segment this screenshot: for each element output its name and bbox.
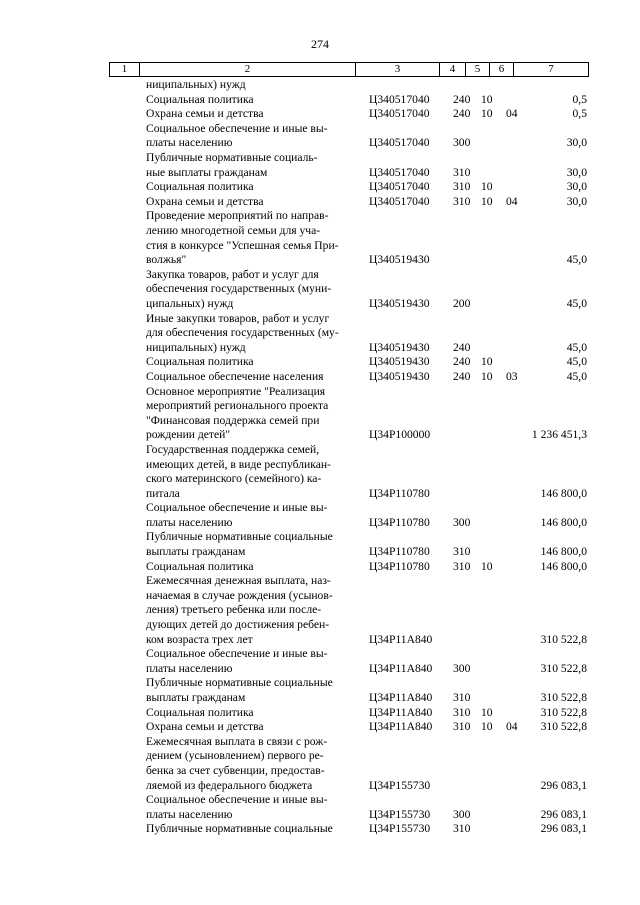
description-line: Публичные нормативные социальные — [146, 822, 333, 836]
table-row — [0, 268, 640, 312]
table-row — [0, 560, 640, 575]
table-row — [0, 93, 640, 108]
row-target-code: Ц340517040 — [369, 180, 430, 194]
description-line: рождении детей" — [146, 428, 231, 442]
row-expense-type: 310 — [453, 165, 471, 179]
row-target-code: Ц340519430 — [369, 340, 430, 354]
row-description — [146, 560, 354, 575]
row-amount: 30,0 — [566, 180, 587, 194]
row-description — [146, 268, 354, 312]
row-target-code: Ц340517040 — [369, 165, 430, 179]
description-line: начаемая в случае рождения (усынов- — [146, 588, 333, 602]
row-description — [146, 93, 354, 108]
table-row — [0, 443, 640, 501]
row-amount: 146 800,0 — [540, 515, 587, 529]
row-amount: 310 522,8 — [540, 691, 587, 705]
column-header-2: 2 — [140, 63, 356, 77]
row-target-code: Ц340517040 — [369, 194, 430, 208]
description-line: Публичные нормативные социальные — [146, 676, 333, 690]
column-header-7: 7 — [514, 63, 589, 77]
description-line: лению многодетной семьи для уча- — [146, 223, 321, 237]
row-expense-type: 240 — [453, 340, 471, 354]
table-row — [0, 151, 640, 180]
description-line: платы населению — [146, 807, 233, 821]
row-description — [146, 180, 354, 195]
row-amount: 310 522,8 — [540, 720, 587, 734]
description-line: Публичные нормативные социаль- — [146, 150, 318, 164]
row-amount: 45,0 — [566, 369, 587, 383]
row-expense-type: 310 — [453, 194, 471, 208]
row-section: 10 — [481, 107, 493, 121]
row-description — [146, 530, 354, 559]
description-line: выплаты гражданам — [146, 691, 246, 705]
row-section: 10 — [481, 720, 493, 734]
description-line: дующих детей до достижения ребен- — [146, 618, 330, 632]
table-row — [0, 355, 640, 370]
column-header-5: 5 — [466, 63, 490, 77]
row-expense-type: 310 — [453, 559, 471, 573]
row-target-code: Ц340519430 — [369, 253, 430, 267]
row-target-code: Ц340517040 — [369, 107, 430, 121]
row-amount: 296 083,1 — [540, 778, 587, 792]
row-amount: 0,5 — [572, 92, 587, 106]
row-description — [146, 195, 354, 210]
row-target-code: Ц34Р110780 — [369, 486, 430, 500]
row-description — [146, 107, 354, 122]
row-target-code: Ц34Р100000 — [369, 428, 431, 442]
description-line: платы населению — [146, 515, 233, 529]
row-expense-type: 310 — [453, 720, 471, 734]
row-description — [146, 574, 354, 647]
description-line: Публичные нормативные социальные — [146, 530, 333, 544]
row-description — [146, 312, 354, 356]
column-header-3: 3 — [356, 63, 440, 77]
row-description — [146, 122, 354, 151]
budget-table-body — [0, 78, 640, 837]
row-target-code: Ц34Р11А840 — [369, 720, 433, 734]
description-line: для обеспечения государственных (му- — [146, 326, 339, 340]
row-expense-type: 240 — [453, 369, 471, 383]
table-row — [0, 370, 640, 385]
description-line: Иные закупки товаров, работ и услуг — [146, 311, 330, 325]
description-line: платы населению — [146, 661, 233, 675]
row-expense-type: 310 — [453, 822, 471, 836]
row-amount: 45,0 — [566, 355, 587, 369]
row-target-code: Ц34Р110780 — [369, 545, 430, 559]
table-row — [0, 735, 640, 793]
row-description — [146, 78, 354, 93]
row-expense-type: 300 — [453, 136, 471, 150]
table-row — [0, 822, 640, 837]
row-description — [146, 370, 354, 385]
row-expense-type: 310 — [453, 180, 471, 194]
description-line: Социальная политика — [146, 559, 254, 573]
row-description — [146, 443, 354, 501]
row-description — [146, 735, 354, 793]
row-amount: 30,0 — [566, 194, 587, 208]
row-section: 10 — [481, 194, 493, 208]
row-expense-type: 240 — [453, 355, 471, 369]
description-line: питала — [146, 486, 180, 500]
table-row — [0, 793, 640, 822]
row-description — [146, 822, 354, 837]
row-target-code: Ц34Р11А840 — [369, 661, 433, 675]
row-amount: 296 083,1 — [540, 807, 587, 821]
description-line: Ежемесячная выплата в связи с рож- — [146, 734, 328, 748]
description-line: Социальная политика — [146, 92, 254, 106]
description-line: Ежемесячная денежная выплата, наз- — [146, 574, 331, 588]
row-amount: 30,0 — [566, 165, 587, 179]
description-line: Социальная политика — [146, 180, 254, 194]
row-section: 10 — [481, 92, 493, 106]
description-line: ниципальных) нужд — [146, 78, 246, 91]
table-row — [0, 385, 640, 443]
description-line: Охрана семьи и детства — [146, 107, 264, 121]
description-line: Закупка товаров, работ и услуг для — [146, 267, 319, 281]
description-line: Проведение мероприятий по направ- — [146, 209, 329, 223]
row-section: 10 — [481, 355, 493, 369]
description-line: Социальная политика — [146, 355, 254, 369]
column-header-6: 6 — [490, 63, 514, 77]
row-amount: 0,5 — [572, 107, 587, 121]
row-amount: 296 083,1 — [540, 822, 587, 836]
description-line: Социальное обеспечение и иные вы- — [146, 793, 328, 807]
row-target-code: Ц34Р110780 — [369, 559, 430, 573]
table-row — [0, 312, 640, 356]
row-target-code: Ц340519430 — [369, 369, 430, 383]
row-expense-type: 240 — [453, 92, 471, 106]
row-description — [146, 355, 354, 370]
description-line: Охрана семьи и детства — [146, 720, 264, 734]
description-line: дением (усыновлением) первого ре- — [146, 749, 324, 763]
description-line: ком возраста трех лет — [146, 632, 253, 646]
description-line: Государственная поддержка семей, — [146, 442, 320, 456]
row-section: 10 — [481, 705, 493, 719]
description-line: Социальное обеспечение населения — [146, 369, 324, 383]
row-target-code: Ц340519430 — [369, 296, 430, 310]
description-line: выплаты гражданам — [146, 545, 246, 559]
description-line: "Финансовая поддержка семей при — [146, 413, 320, 427]
row-expense-type: 200 — [453, 296, 471, 310]
row-amount: 146 800,0 — [540, 545, 587, 559]
description-line: ления) третьего ребенка или после- — [146, 603, 322, 617]
description-line: ципальных) нужд — [146, 296, 234, 310]
row-amount: 45,0 — [566, 340, 587, 354]
page-number: 274 — [311, 37, 329, 51]
row-description — [146, 793, 354, 822]
table-row — [0, 195, 640, 210]
row-description — [146, 676, 354, 705]
column-header-1: 1 — [110, 63, 140, 77]
row-description — [146, 706, 354, 721]
table-row — [0, 209, 640, 267]
row-expense-type: 300 — [453, 661, 471, 675]
row-amount: 30,0 — [566, 136, 587, 150]
description-line: волжья" — [146, 253, 187, 267]
description-line: бенка за счет субвенции, предостав- — [146, 764, 325, 778]
description-line: ляемой из федерального бюджета — [146, 778, 313, 792]
description-line: Охрана семьи и детства — [146, 194, 264, 208]
description-line: Социальное обеспечение и иные вы- — [146, 501, 328, 515]
table-row — [0, 501, 640, 530]
row-target-code: Ц34Р110780 — [369, 515, 430, 529]
description-line: платы населению — [146, 136, 233, 150]
table-row — [0, 78, 640, 93]
row-target-code: Ц34Р155730 — [369, 807, 431, 821]
row-section: 10 — [481, 559, 493, 573]
row-expense-type: 310 — [453, 705, 471, 719]
row-target-code: Ц34Р11А840 — [369, 632, 433, 646]
row-amount: 310 522,8 — [540, 661, 587, 675]
row-target-code: Ц34Р155730 — [369, 778, 431, 792]
description-line: Социальное обеспечение и иные вы- — [146, 121, 328, 135]
column-header-row — [109, 62, 589, 77]
table-row — [0, 720, 640, 735]
row-expense-type: 240 — [453, 107, 471, 121]
row-description — [146, 151, 354, 180]
row-amount: 45,0 — [566, 253, 587, 267]
description-line: Социальное обеспечение и иные вы- — [146, 647, 328, 661]
description-line: мероприятий регионального проекта — [146, 399, 329, 413]
description-line: стия в конкурсе "Успешная семья При- — [146, 238, 339, 252]
row-target-code: Ц340519430 — [369, 355, 430, 369]
description-line: Основное мероприятие "Реализация — [146, 384, 326, 398]
row-expense-type: 310 — [453, 691, 471, 705]
description-line: ского материнского (семейного) ка- — [146, 472, 322, 486]
row-description — [146, 501, 354, 530]
table-row — [0, 180, 640, 195]
description-line: ные выплаты гражданам — [146, 165, 268, 179]
row-expense-type: 300 — [453, 515, 471, 529]
table-row — [0, 122, 640, 151]
row-section: 10 — [481, 369, 493, 383]
row-amount: 310 522,8 — [540, 705, 587, 719]
row-amount: 310 522,8 — [540, 632, 587, 646]
column-header-4: 4 — [440, 63, 466, 77]
table-row — [0, 647, 640, 676]
table-row — [0, 574, 640, 647]
row-description — [146, 647, 354, 676]
row-amount: 45,0 — [566, 296, 587, 310]
description-line: Социальная политика — [146, 705, 254, 719]
row-target-code: Ц340517040 — [369, 136, 430, 150]
row-subsection: 04 — [506, 107, 518, 121]
row-amount: 146 800,0 — [540, 486, 587, 500]
table-row — [0, 706, 640, 721]
description-line: ниципальных) нужд — [146, 340, 246, 354]
row-description — [146, 385, 354, 443]
table-row — [0, 676, 640, 705]
row-target-code: Ц34Р155730 — [369, 822, 431, 836]
table-row — [0, 107, 640, 122]
description-line: обеспечения государственных (муни- — [146, 282, 332, 296]
row-amount: 1 236 451,3 — [531, 428, 587, 442]
row-subsection: 04 — [506, 194, 518, 208]
description-line: имеющих детей, в виде республикан- — [146, 457, 331, 471]
row-subsection: 03 — [506, 369, 518, 383]
row-description — [146, 720, 354, 735]
row-subsection: 04 — [506, 720, 518, 734]
row-target-code: Ц34Р11А840 — [369, 705, 433, 719]
row-target-code: Ц340517040 — [369, 92, 430, 106]
row-description — [146, 209, 354, 267]
row-expense-type: 310 — [453, 545, 471, 559]
row-target-code: Ц34Р11А840 — [369, 691, 433, 705]
row-expense-type: 300 — [453, 807, 471, 821]
row-section: 10 — [481, 180, 493, 194]
table-row — [0, 530, 640, 559]
row-amount: 146 800,0 — [540, 559, 587, 573]
